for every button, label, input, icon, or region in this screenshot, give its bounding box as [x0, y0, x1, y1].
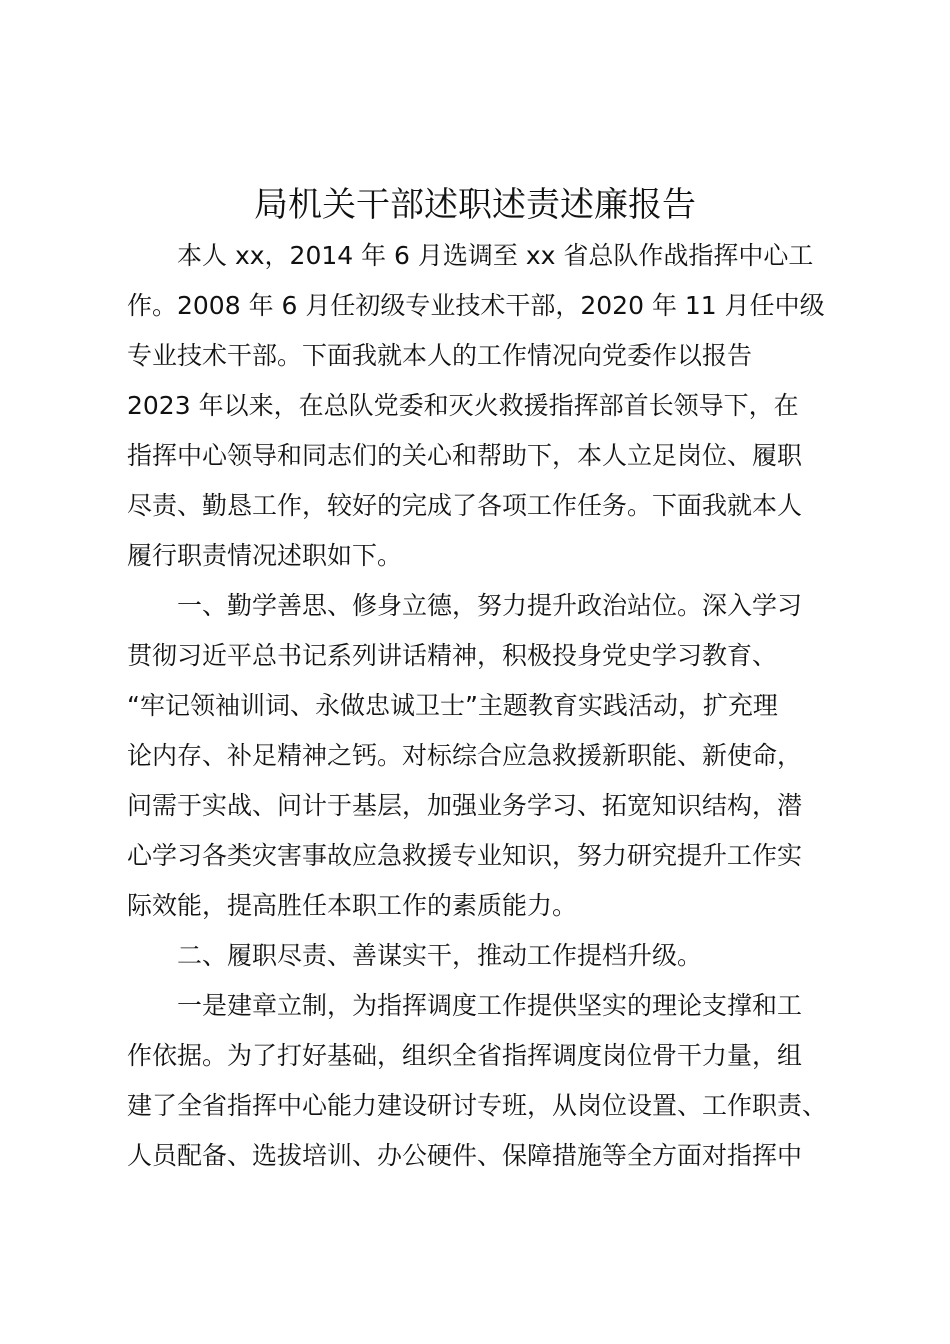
body-line: 专业技术干部。下面我就本人的工作情况向党委作以报告: [127, 341, 753, 370]
body-line: 尽责、勤恳工作，较好的完成了各项工作任务。下面我就本人: [127, 491, 803, 520]
body-line: 贯彻习近平总书记系列讲话精神，积极投身党史学习教育、: [127, 641, 778, 670]
body-line: 二、履职尽责、善谋实干，推动工作提档升级。: [177, 941, 703, 970]
body-line: 一、勤学善思、修身立德，努力提升政治站位。深入学习: [177, 591, 803, 620]
body-line: 履行职责情况述职如下。: [127, 541, 403, 570]
body-line: 论内存、补足精神之钙。对标综合应急救援新职能、新使命，: [127, 741, 803, 770]
document-body: [127, 231, 847, 1181]
body-line: 际效能，提高胜任本职工作的素质能力。: [127, 891, 578, 920]
body-line: 2023 年以来，在总队党委和灭火救援指挥部首长领导下，在: [127, 391, 799, 420]
body-line: 问需于实战、问计于基层，加强业务学习、拓宽知识结构，潜: [127, 791, 803, 820]
body-line: 一是建章立制，为指挥调度工作提供坚实的理论支撑和工: [177, 991, 803, 1020]
body-line: 指挥中心领导和同志们的关心和帮助下，本人立足岗位、履职: [127, 441, 803, 470]
body-line: 建了全省指挥中心能力建设研讨专班，从岗位设置、工作职责、: [127, 1091, 828, 1120]
document-title: 局机关干部述职述责述廉报告: [254, 185, 696, 225]
body-line: 作。2008 年 6 月任初级专业技术干部，2020 年 11 月任中级: [127, 291, 825, 320]
body-line: 本人 xx，2014 年 6 月选调至 xx 省总队作战指挥中心工: [177, 241, 814, 270]
body-line: “牢记领袖训词、永做忠诚卫士”主题教育实践活动，扩充理: [127, 691, 778, 720]
body-line: 心学习各类灾害事故应急救援专业知识，努力研究提升工作实: [127, 841, 803, 870]
body-line: 人员配备、选拔培训、办公硬件、保障措施等全方面对指挥中: [127, 1141, 803, 1170]
body-line: 作依据。为了打好基础，组织全省指挥调度岗位骨干力量，组: [127, 1041, 803, 1070]
